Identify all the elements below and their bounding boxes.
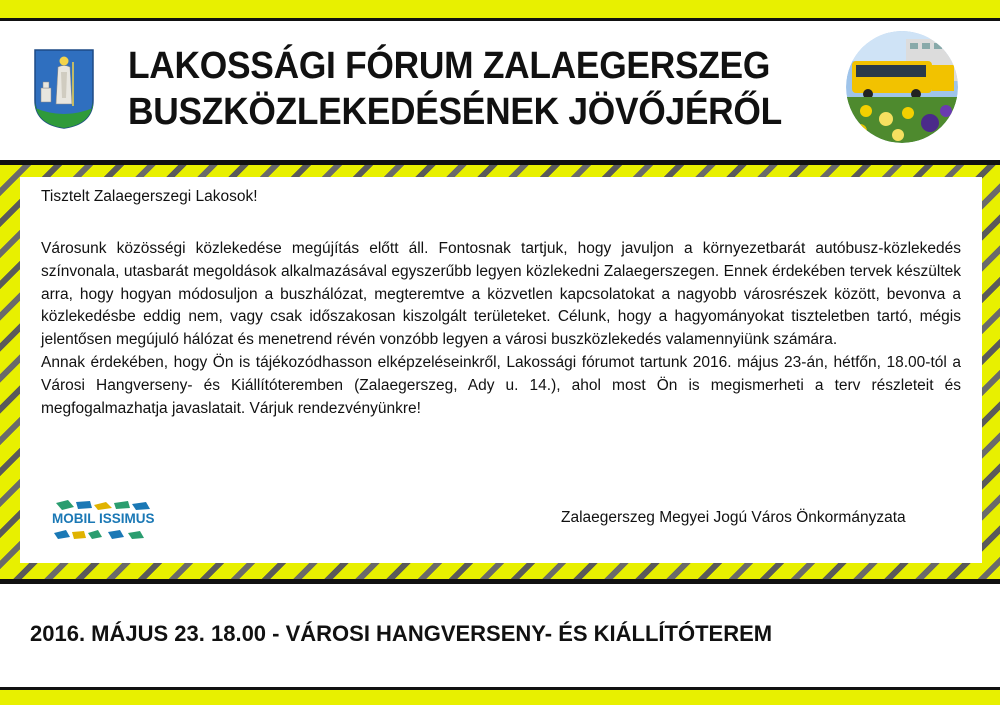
footer bbox=[0, 584, 1000, 687]
letter-panel bbox=[20, 177, 982, 563]
top-yellow-band bbox=[0, 0, 1000, 21]
bottom-yellow-band bbox=[0, 687, 1000, 705]
event-details: 2016. MÁJUS 23. 18.00 - VÁROSI HANGVERSENY- ÉS KIÁLLÍTÓTEREM bbox=[30, 621, 773, 646]
letter-paragraph-1: Városunk közösségi közlekedése megújítás előtt áll. Fontosnak tartjuk, hogy javuljon a környezetbarát autóbusz-közlekedés színvonala, utasbarát megoldások alkalmazásával egyszerűbb legyen közlekedni Zalaegerszegen. Ennek érdekében tervek készültek arra, hogy hogyan módosuljon a buszhálózat, megteremtve a közvetlen kapcsolatokat a nagyobb városrészek között, bevonva a közlekedésbe eddig nem, vagy csak időszakosan kiszolgált területeket. Célunk, hogy a hagyományokat tiszteletben tartó, mégis jelentősen megújuló hálózat és menetrend révén vonzóbb legyen a városi buszközlekedés valamennyiünk számára. bbox=[41, 240, 961, 349]
logo-text: MOBIL ISSIMUS bbox=[52, 511, 155, 526]
city-coat-of-arms-icon bbox=[33, 48, 95, 130]
letter-greeting: Tisztelt Zalaegerszegi Lakosok! bbox=[41, 188, 258, 205]
letter-body bbox=[41, 238, 961, 420]
title-line-2: BUSZKÖZLEKEDÉSÉNEK JÖVŐJÉRŐL bbox=[128, 91, 782, 133]
mobilissimus-logo bbox=[50, 499, 162, 543]
letter-paragraph-2: Annak érdekében, hogy Ön is tájékozódhasson elképzeléseinkről, Lakossági fórumot tartunk 2016. május 23-án, hétfőn, 18.00-tól a Városi Hangverseny- és Kiállítóteremben (Zalaegerszeg, Ady u. 14.), ahol most Ön is megismerheti a terv részleteit és megfogalmazhatja javaslatait. Várjuk rendezvényünkre! bbox=[41, 353, 961, 417]
header bbox=[0, 21, 1000, 160]
bus-photo bbox=[846, 31, 958, 143]
title-line-1: LAKOSSÁGI FÓRUM ZALAEGERSZEG bbox=[128, 45, 771, 87]
page-title bbox=[128, 43, 838, 135]
letter-signature: Zalaegerszeg Megyei Jogú Város Önkormányzata bbox=[561, 509, 906, 526]
